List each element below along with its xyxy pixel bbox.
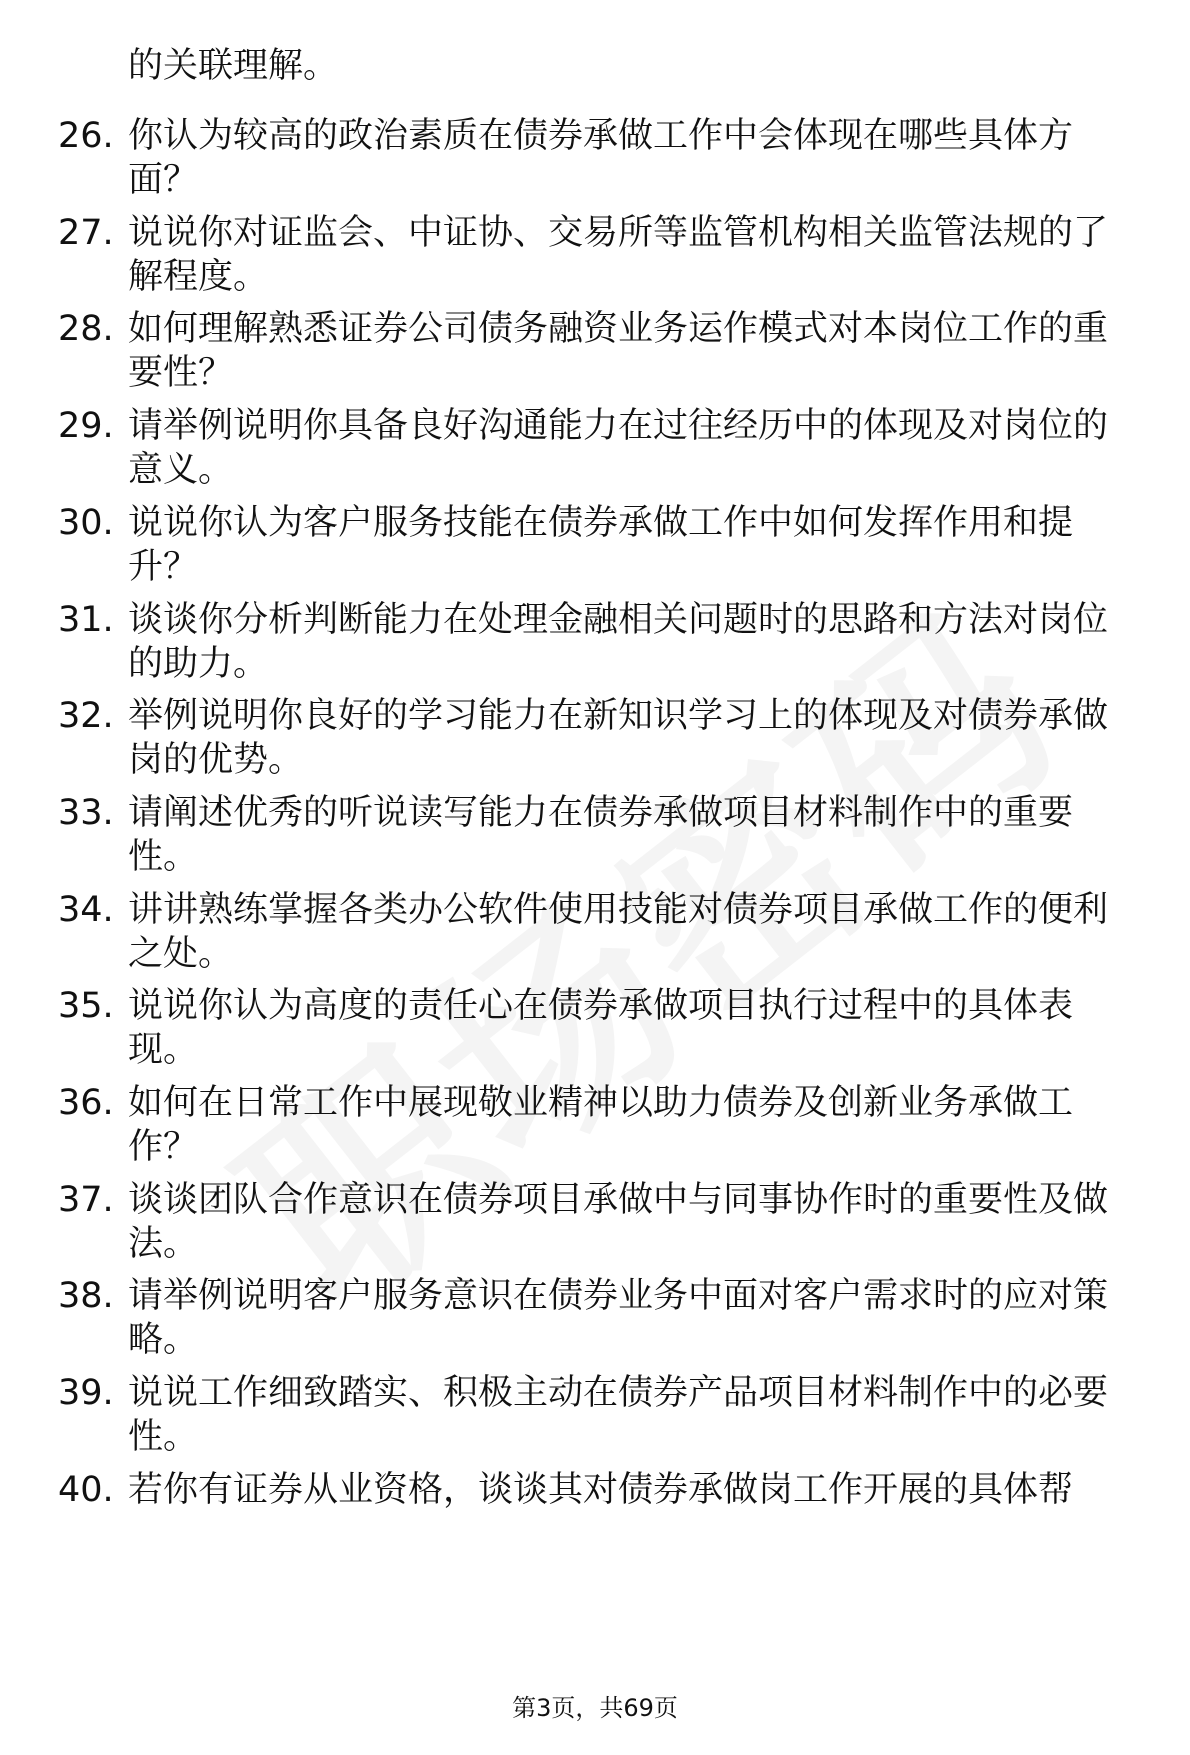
question-number: 38.	[58, 1276, 114, 1317]
question-text-line: 说说你认为客户服务技能在债券承做工作中如何发挥作用和提	[128, 502, 1074, 543]
question-text	[128, 114, 1148, 202]
question-number: 29.	[58, 406, 114, 447]
page-footer: 第3页，共69页	[512, 1694, 678, 1722]
question-text	[128, 694, 1148, 782]
question-text-line: 举例说明你良好的学习能力在新知识学习上的体现及对债券承做	[128, 696, 1109, 737]
question-text-line: 要性？	[128, 353, 234, 394]
question-text-line: 说说工作细致踏实、积极主动在债券产品项目材料制作中的必要	[128, 1373, 1109, 1414]
question-text-line: 解程度。	[128, 256, 269, 297]
question-text-line: 作？	[128, 1127, 199, 1167]
question-number: 33.	[58, 792, 114, 833]
question-number: 32.	[58, 696, 114, 737]
question-text-line: 升？	[128, 546, 199, 587]
question-text-line: 如何理解熟悉证券公司债务融资业务运作模式对本岗位工作的重	[128, 309, 1109, 350]
question-number: 34.	[58, 889, 114, 930]
question-text-line: 意义。	[128, 450, 234, 491]
question-text-line: 现。	[128, 1030, 199, 1071]
continuation-text: 的关联理解。	[128, 46, 339, 86]
question-text-line: 讲讲熟练掌握各类办公软件使用技能对债券项目承做工作的便利	[128, 889, 1109, 930]
question-text-line: 法。	[128, 1223, 199, 1264]
question-number: 28.	[58, 309, 114, 350]
question-text-line: 请阐述优秀的听说读写能力在债券承做项目材料制作中的重要	[128, 792, 1074, 833]
question-text	[128, 501, 1148, 589]
question-text-line: 略。	[128, 1320, 199, 1361]
question-text	[128, 1274, 1148, 1362]
question-number: 26.	[58, 116, 114, 156]
question-text-line: 说说你认为高度的责任心在债券承做项目执行过程中的具体表	[128, 986, 1074, 1027]
question-text-line: 说说你对证监会、中证协、交易所等监管机构相关监管法规的了	[128, 212, 1109, 253]
question-text-line: 性。	[128, 836, 199, 877]
question-text	[128, 1178, 1148, 1266]
question-number: 39.	[58, 1373, 114, 1414]
question-text	[128, 984, 1148, 1072]
question-text	[128, 1371, 1148, 1459]
question-number: 27.	[58, 212, 114, 253]
question-text-line: 你认为较高的政治素质在债券承做工作中会体现在哪些具体方	[128, 116, 1074, 156]
question-number: 36.	[58, 1083, 114, 1123]
question-number: 35.	[58, 986, 114, 1027]
question-text-line: 请举例说明你具备良好沟通能力在过往经历中的体现及对岗位的	[128, 406, 1109, 447]
question-text	[128, 307, 1148, 395]
question-text-line: 谈谈你分析判断能力在处理金融相关问题时的思路和方法对岗位	[128, 599, 1109, 640]
question-text	[128, 1468, 1148, 1512]
question-text-line: 谈谈团队合作意识在债券项目承做中与同事协作时的重要性及做	[128, 1179, 1109, 1220]
question-number: 30.	[58, 502, 114, 543]
question-text	[128, 1081, 1148, 1169]
question-text-line: 岗的优势。	[128, 740, 304, 781]
question-text-line: 如何在日常工作中展现敬业精神以助力债券及创新业务承做工	[128, 1083, 1074, 1123]
question-text-line: 之处。	[128, 933, 234, 974]
question-text	[128, 888, 1148, 976]
question-text-line: 请举例说明客户服务意识在债券业务中面对客户需求时的应对策	[128, 1276, 1109, 1317]
question-text	[128, 598, 1148, 686]
question-text-line: 若你有证券从业资格，谈谈其对债券承做岗工作开展的具体帮	[128, 1469, 1074, 1510]
question-text	[128, 404, 1148, 492]
question-text	[128, 791, 1148, 879]
question-text	[128, 211, 1148, 299]
question-number: 37.	[58, 1179, 114, 1220]
question-text-line: 面？	[128, 160, 199, 200]
question-number: 40.	[58, 1469, 114, 1510]
question-text-line: 性。	[128, 1417, 199, 1458]
question-number: 31.	[58, 599, 114, 640]
question-text-line: 的助力。	[128, 643, 269, 684]
